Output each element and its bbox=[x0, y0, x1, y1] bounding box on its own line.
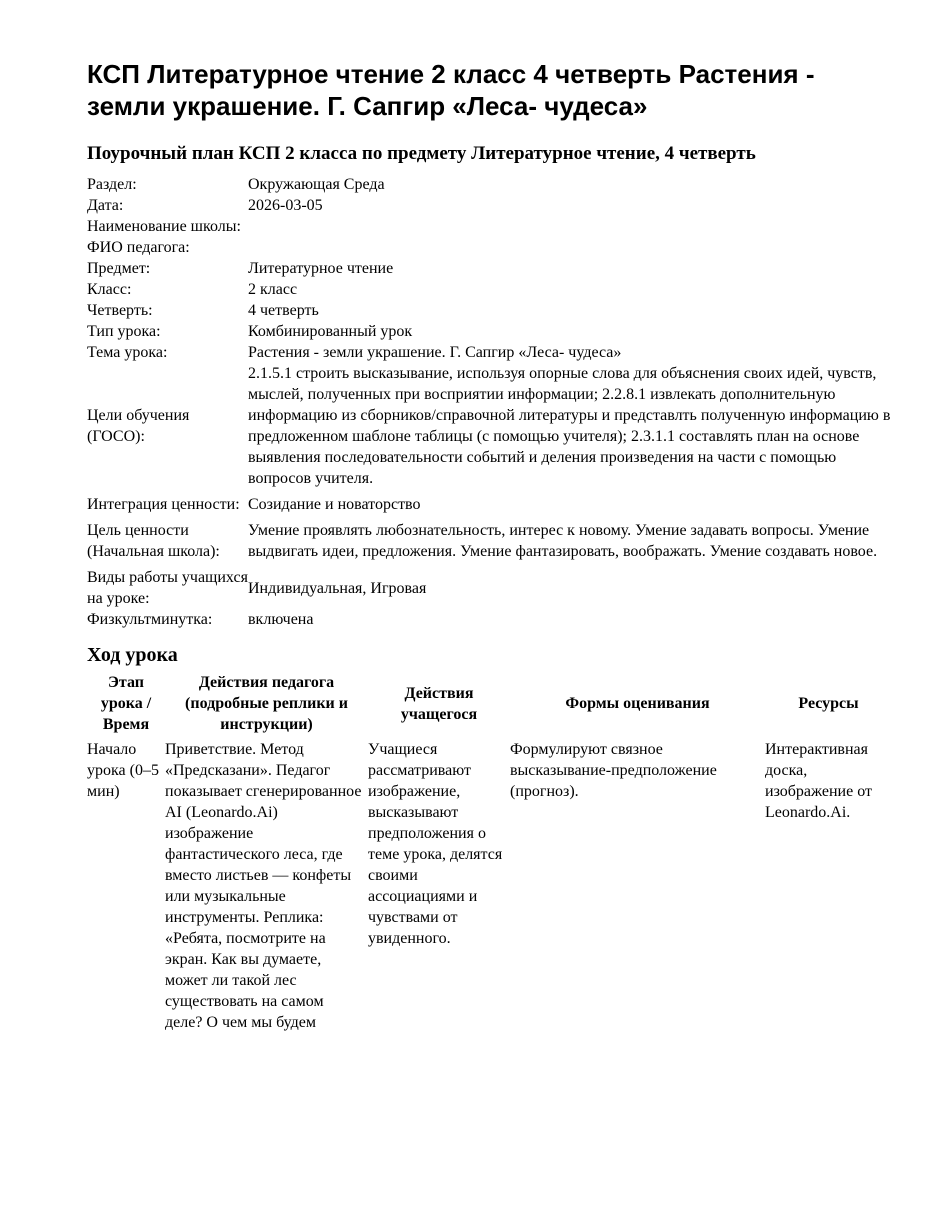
info-row-quarter bbox=[87, 300, 892, 321]
info-label: Цели обучения (ГОСО): bbox=[87, 407, 190, 445]
info-row-goals bbox=[87, 363, 892, 489]
info-label: Тип урока: bbox=[87, 323, 161, 340]
info-label: Цель ценности (Начальная школа): bbox=[87, 522, 220, 560]
info-row-date bbox=[87, 195, 892, 216]
info-label: Четверть: bbox=[87, 302, 153, 319]
info-value: включена bbox=[248, 611, 314, 628]
header-assessment: Формы оценивания bbox=[565, 695, 710, 712]
info-value: Комбинированный урок bbox=[248, 323, 413, 340]
info-value bbox=[248, 237, 892, 258]
info-label: Интеграция ценности: bbox=[87, 496, 240, 513]
lesson-table-header-row bbox=[87, 672, 892, 735]
info-value: Окружающая Среда bbox=[248, 176, 385, 193]
info-label: Виды работы учащихся на уроке: bbox=[87, 569, 248, 607]
header-student-actions: Действия учащегося bbox=[400, 684, 478, 723]
info-label: ФИО педагога: bbox=[87, 239, 190, 256]
cell-teacher-actions: Приветствие. Метод «Предсказани». Педагог показывает сгенерированное AI (Leonardo.Ai) изображение фантастического леса, где вместо листьев — конфеты или музыкальные инструменты. Реплика: «Ребята, посмотрите на экран. Как вы думаете, может ли такой лес существовать на самом деле? О чем мы будем bbox=[165, 741, 362, 1031]
info-label: Наименование школы: bbox=[87, 218, 241, 235]
info-row-topic bbox=[87, 342, 892, 363]
header-stage: Этап урока / Время bbox=[100, 674, 152, 733]
info-label: Физкультминутка: bbox=[87, 611, 213, 628]
info-value bbox=[248, 216, 892, 237]
info-label: Тема урока: bbox=[87, 344, 168, 361]
info-label: Раздел: bbox=[87, 176, 137, 193]
plan-subtitle: Поурочный план КСП 2 класса по предмету Литературное чтение, 4 четверть bbox=[87, 143, 756, 164]
info-row-physmin bbox=[87, 609, 892, 630]
document-title: КСП Литературное чтение 2 класс 4 четверть Растения - земли украшение. Г. Сапгир «Леса- чудеса» bbox=[87, 59, 815, 121]
info-value: Растения - земли украшение. Г. Сапгир «Леса- чудеса» bbox=[248, 344, 622, 361]
info-value: Созидание и новаторство bbox=[248, 496, 421, 513]
info-value: Индивидуальная, Игровая bbox=[248, 579, 427, 597]
lesson-flow-table bbox=[87, 672, 892, 1033]
info-value: 2026-03-05 bbox=[248, 197, 323, 214]
info-row-teacher bbox=[87, 237, 892, 258]
info-value: 2.1.5.1 строить высказывание, используя опорные слова для объяснения своих идей, чувств, мыслей, полученных при восприятии информации; 2.2.8.1 извлекать дополнительную информацию из сборников/справочной литературы и представлть полученную информацию в предложенном шаблоне таблицы (с помощью учителя); 2.3.1.1 составлять план на основе выявления последовательности событий и деления произведения на части с помощью вопросов учителя. bbox=[248, 365, 891, 487]
info-row-value-goal bbox=[87, 515, 892, 562]
info-row-work-types bbox=[87, 562, 892, 609]
info-row-values bbox=[87, 489, 892, 515]
document-page bbox=[87, 58, 891, 1033]
info-value: Умение проявлять любознательность, интерес к новому. Умение задавать вопросы. Умение выдвигать идеи, предложения. Умение фантазировать, воображать. Умение создавать новое. bbox=[248, 522, 878, 560]
info-row-class bbox=[87, 279, 892, 300]
info-value: 4 четверть bbox=[248, 302, 319, 319]
header-resources: Ресурсы bbox=[798, 695, 859, 712]
cell-stage: Начало урока (0–5 мин) bbox=[87, 741, 159, 800]
info-row-razdel bbox=[87, 174, 892, 195]
info-label: Предмет: bbox=[87, 260, 151, 277]
section-title-lesson-flow: Ход урока bbox=[87, 644, 178, 666]
info-label: Класс: bbox=[87, 281, 132, 298]
cell-student-actions: Учащиеся рассматривают изображение, высказывают предположения о теме урока, делятся своими ассоциациями и чувствами от увиденного. bbox=[368, 741, 503, 947]
header-teacher-actions: Действия педагога (подробные реплики и инструкции) bbox=[185, 674, 348, 733]
table-row bbox=[87, 735, 892, 1033]
cell-resources: Интерактивная доска, изображение от Leonardo.Ai. bbox=[765, 741, 872, 821]
info-row-subject bbox=[87, 258, 892, 279]
info-value: 2 класс bbox=[248, 281, 298, 298]
info-label: Дата: bbox=[87, 197, 124, 214]
info-row-school bbox=[87, 216, 892, 237]
lesson-info-table bbox=[87, 174, 892, 630]
cell-assessment: Формулируют связное высказывание-предположение (прогноз). bbox=[510, 741, 717, 800]
info-row-lesson-type bbox=[87, 321, 892, 342]
info-value: Литературное чтение bbox=[248, 260, 394, 277]
